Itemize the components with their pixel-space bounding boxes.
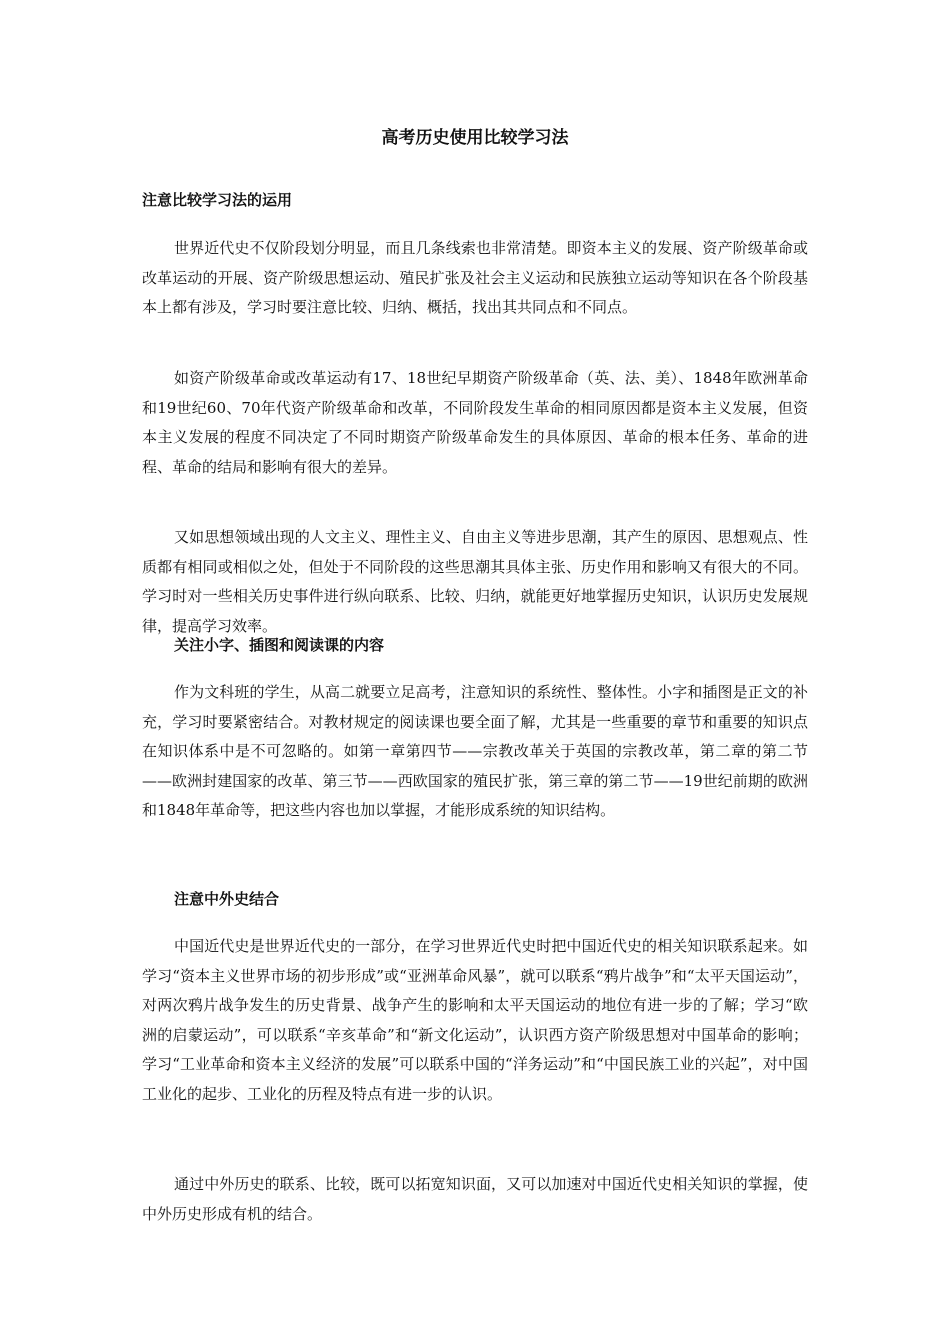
section-heading-comparison-method: 注意比较学习法的运用 [142,191,293,209]
page-title: 高考历史使用比较学习法 [381,128,569,148]
paragraph: 世界近代史不仅阶段划分明显，而且几条线索也非常清楚。即资本主义的发展、资产阶级革命或改革运动的开展、资产阶级思想运动、殖民扩张及社会主义运动和民族独立运动等知识在各个阶段基本上都有涉及，学习时要注意比较、归纳、概括，找出其共同点和不同点。 [142,239,808,316]
paragraph: 又如思想领域出现的人文主义、理性主义、自由主义等进步思潮，其产生的原因、思想观点、性质都有相同或相似之处，但处于不同阶段的这些思潮其具体主张、历史作用和影响又有很大的不同。学习时对一些相关历史事件进行纵向联系、比较、归纳，就能更好地掌握历史知识，认识历史发展规律，提高学习效率。 [142,528,808,635]
paragraph: 中国近代史是世界近代史的一部分，在学习世界近代史时把中国近代史的相关知识联系起来。如学习“资本主义世界市场的初步形成”或“亚洲革命风暴”，就可以联系“鸦片战争”和“太平天国运动”，对两次鸦片战争发生的历史背景、战争产生的影响和太平天国运动的地位有进一步的了解；学习“欧洲的启蒙运动”，可以联系“辛亥革命”和“新文化运动”，认识西方资产阶级思想对中国革命的影响；学习“工业革命和资本主义经济的发展”可以联系中国的“洋务运动”和“中国民族工业的兴起”，对中国工业化的起步、工业化的历程及特点有进一步的认识。 [142,937,808,1103]
paragraph: 作为文科班的学生，从高二就要立足高考，注意知识的系统性、整体性。小字和插图是正文的补充，学习时要紧密结合。对教材规定的阅读课也要全面了解，尤其是一些重要的章节和重要的知识点在知识体系中是不可忽略的。如第一章第四节——宗教改革关于英国的宗教改革，第二章的第二节——欧洲封建国家的改革、第三节——西欧国家的殖民扩张，第三章的第二节——19世纪前期的欧洲和1848年革命等，把这些内容也加以掌握，才能形成系统的知识结构。 [142,683,808,819]
paragraph: 通过中外历史的联系、比较，既可以拓宽知识面，又可以加速对中国近代史相关知识的掌握，使中外历史形成有机的结合。 [142,1175,808,1223]
section-heading-chinese-foreign: 注意中外史结合 [174,890,280,908]
paragraph: 如资产阶级革命或改革运动有17、18世纪早期资产阶级革命（英、法、美）、1848年欧洲革命和19世纪60、70年代资产阶级革命和改革，不同阶段发生革命的相同原因都是资本主义发展，但资本主义发展的程度不同决定了不同时期资产阶级革命发生的具体原因、革命的根本任务、革命的进程、革命的结局和影响有很大的差异。 [142,369,808,476]
section-heading-small-print: 关注小字、插图和阅读课的内容 [174,636,385,654]
